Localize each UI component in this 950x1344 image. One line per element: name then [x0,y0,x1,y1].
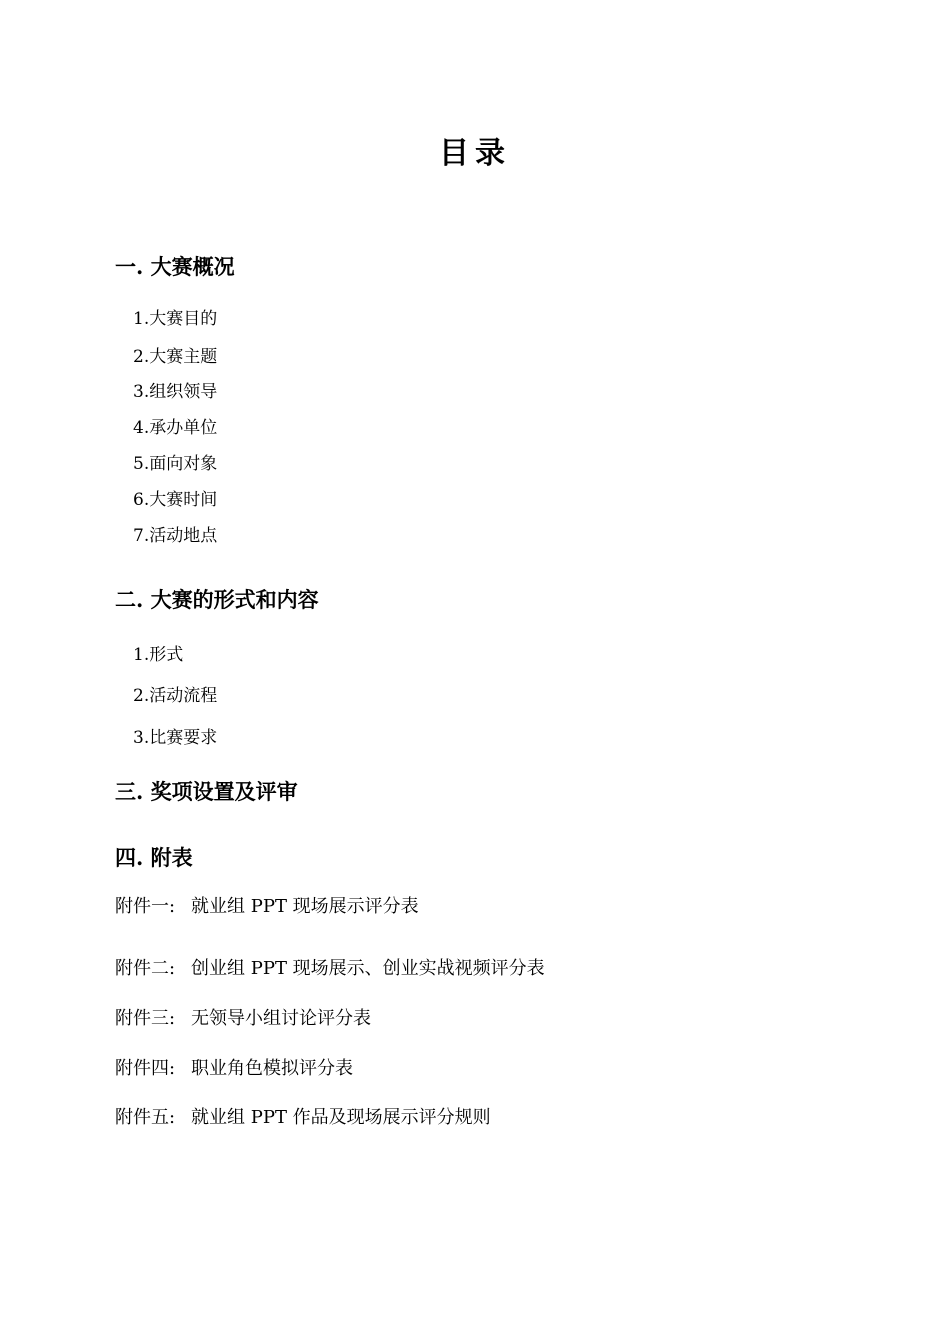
toc-item: 2.活动流程 [133,686,218,706]
attachment-label: 附件四: [115,1058,176,1079]
attachment-text: 就业组 PPT 现场展示评分表 [191,896,419,917]
toc-item: 1.形式 [133,645,184,665]
attachment-label: 附件二: [115,958,176,979]
attachment-item [115,1004,371,1030]
toc-item: 3.组织领导 [133,382,218,402]
toc-item: 6.大赛时间 [133,490,218,510]
attachment-item [115,1103,491,1129]
attachment-label: 附件三: [115,1008,176,1029]
section-4-heading: 四. 附表 [115,845,193,870]
attachment-text: 就业组 PPT 作品及现场展示评分规则 [191,1107,491,1128]
toc-item: 3.比赛要求 [133,728,218,748]
page-title: 目录 [439,136,511,171]
section-2-heading: 二. 大赛的形式和内容 [115,587,319,612]
toc-item: 2.大赛主题 [133,347,218,367]
section-3-heading: 三. 奖项设置及评审 [115,779,298,804]
attachment-text: 职业角色模拟评分表 [191,1058,353,1079]
attachment-label: 附件五: [115,1107,176,1128]
toc-item: 1.大赛目的 [133,309,218,329]
toc-item: 4.承办单位 [133,418,218,438]
attachment-item [115,954,545,980]
attachment-item [115,1054,353,1080]
attachment-label: 附件一: [115,896,176,917]
attachment-text: 创业组 PPT 现场展示、创业实战视频评分表 [191,958,545,979]
attachment-item [115,892,419,918]
toc-item: 7.活动地点 [133,526,218,546]
toc-item: 5.面向对象 [133,454,218,474]
section-1-heading: 一. 大赛概况 [115,254,235,279]
attachment-text: 无领导小组讨论评分表 [191,1008,371,1029]
